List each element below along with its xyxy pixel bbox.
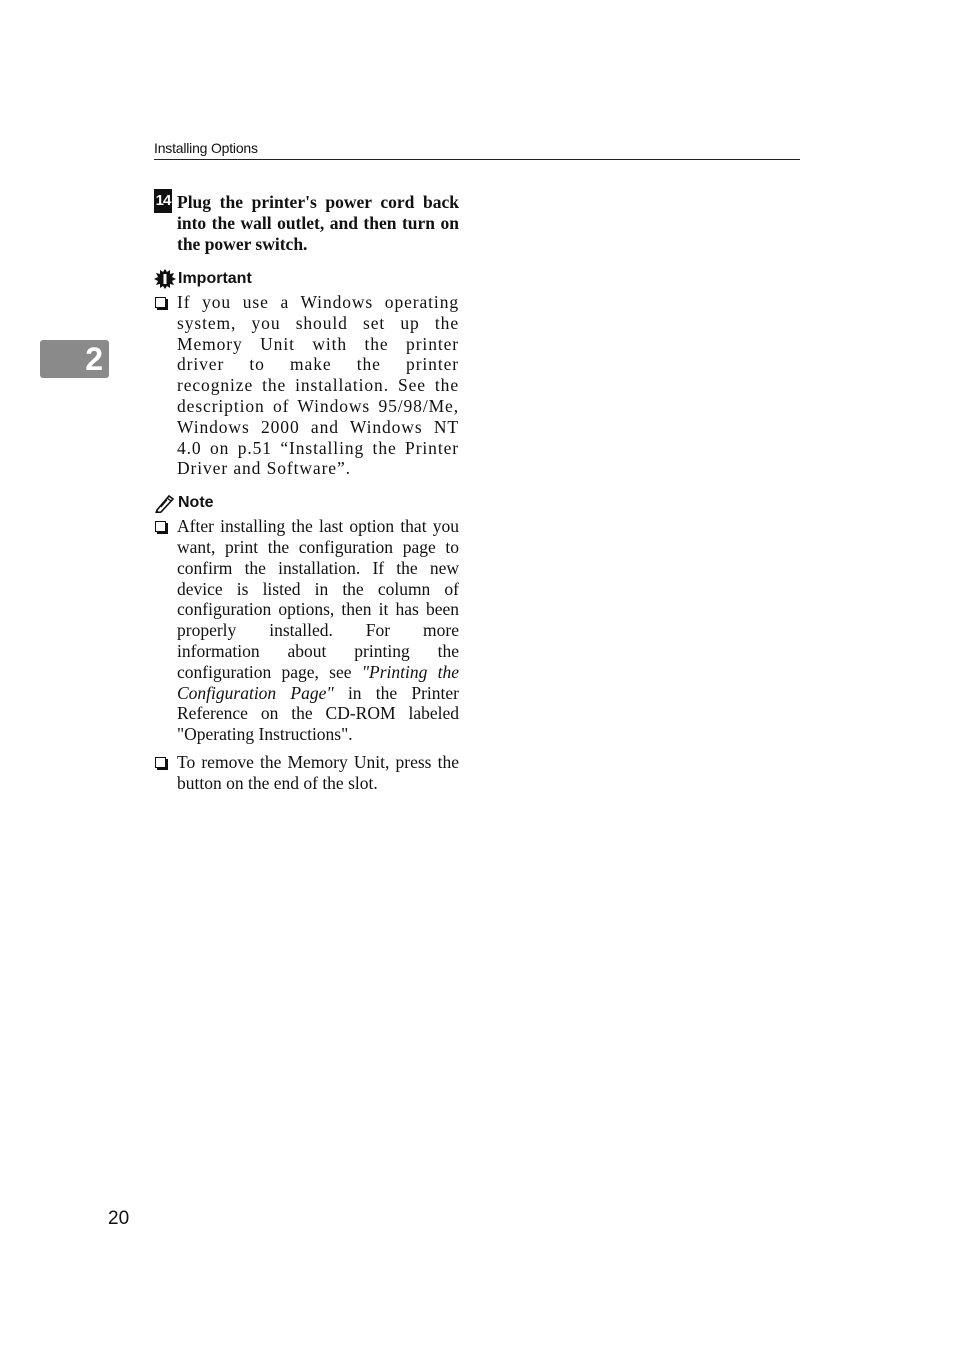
checkbox-bullet-icon [155, 521, 166, 532]
important-heading-text: Important [178, 270, 252, 287]
important-icon [154, 269, 176, 289]
note-item-text-before: After installing the last option that you want, print the configuration page to confirm the installation. If the new device is listed in the column of configuration options, then it has been properly installed. For more information about printing the configuration page, see [177, 516, 459, 682]
checkbox-bullet-icon [155, 297, 166, 308]
note-item [154, 516, 459, 745]
step-instruction [154, 192, 459, 255]
note-heading [154, 493, 459, 513]
pencil-icon [154, 493, 176, 513]
note-item-reference: "Printing the Configuration Page" [177, 661, 459, 703]
chapter-number: 2 [85, 341, 103, 377]
note-item-text: To remove the Memory Unit, press the button on the end of the slot. [177, 751, 459, 793]
checkbox-bullet-icon [155, 757, 166, 768]
note-item-text-after: in the Printer Reference on the CD-ROM labeled "Operating Instructions". [177, 682, 459, 745]
step-number-badge: 14 [154, 189, 172, 213]
important-item-text: If you use a Windows operating system, you should set up the Memory Unit with the printer driver to make the printer recognize the installation. See the description of Windows 95/98/Me, Windows 2000 and Windows NT 4.0 on p.51 “Installing the Printer Driver and Software”. [177, 292, 459, 479]
chapter-tab [40, 340, 109, 378]
main-column [154, 192, 459, 794]
note-heading-text: Note [178, 494, 214, 512]
header-section-title: Installing Options [154, 140, 258, 156]
page-header [154, 139, 800, 160]
important-item [154, 292, 459, 479]
page-number: 20 [108, 1208, 130, 1229]
note-item [154, 752, 459, 794]
important-heading [154, 269, 459, 289]
step-text: Plug the printer's power cord back into the wall outlet, and then turn on the power switch. [177, 192, 459, 254]
